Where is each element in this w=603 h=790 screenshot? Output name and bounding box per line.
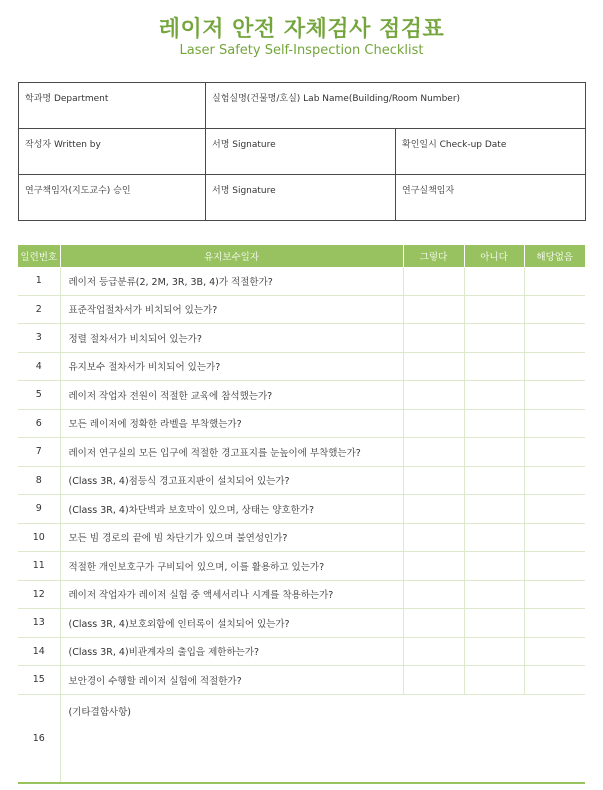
row-number: 6 [18, 409, 60, 438]
table-row [18, 495, 585, 524]
check-item-text: (Class 3R, 4)차단벽과 보호막이 있으며, 상태는 양호한가? [60, 495, 403, 524]
yes-checkbox[interactable] [403, 523, 464, 552]
yes-checkbox[interactable] [403, 666, 464, 695]
lab-name-field[interactable]: 실험실명(건물명/호실) Lab Name(Building/Room Number) [206, 83, 586, 129]
row-number: 16 [18, 694, 60, 783]
row-number: 10 [18, 523, 60, 552]
table-row [18, 552, 585, 581]
row-number: 14 [18, 637, 60, 666]
na-checkbox[interactable] [524, 666, 585, 695]
na-checkbox[interactable] [524, 637, 585, 666]
na-checkbox[interactable] [524, 324, 585, 353]
yes-checkbox[interactable] [403, 637, 464, 666]
table-row [18, 580, 585, 609]
supervisor-signature-field[interactable]: 서명 Signature [206, 175, 396, 221]
check-item-text: (Class 3R, 4)점등식 경고표지판이 설치되어 있는가? [60, 466, 403, 495]
na-checkbox[interactable] [524, 495, 585, 524]
row-number: 5 [18, 381, 60, 410]
check-item-text: (Class 3R, 4)보호외함에 인터록이 설치되어 있는가? [60, 609, 403, 638]
row-number: 9 [18, 495, 60, 524]
row-number: 8 [18, 466, 60, 495]
no-checkbox[interactable] [464, 580, 524, 609]
no-checkbox[interactable] [464, 438, 524, 467]
remarks-row [18, 694, 585, 783]
row-number: 13 [18, 609, 60, 638]
checkup-date-field[interactable]: 확인일시 Check-up Date [396, 129, 586, 175]
check-item-text: 레이저 작업자 전원이 적절한 교육에 참석했는가? [60, 381, 403, 410]
no-checkbox[interactable] [464, 637, 524, 666]
row-number: 2 [18, 295, 60, 324]
na-checkbox[interactable] [524, 267, 585, 295]
page-title: 레이저 안전 자체검사 점검표 [158, 17, 445, 42]
header-number: 일련번호 [18, 245, 60, 267]
no-checkbox[interactable] [464, 495, 524, 524]
table-row [18, 438, 585, 467]
supervisor-approval-field[interactable]: 연구책임자(지도교수) 승인 [19, 175, 206, 221]
yes-checkbox[interactable] [403, 438, 464, 467]
table-row [18, 324, 585, 353]
check-item-text: 레이저 연구실의 모든 입구에 적절한 경고표지를 눈높이에 부착했는가? [60, 438, 403, 467]
header-yes: 그렇다 [403, 245, 464, 267]
no-checkbox[interactable] [464, 324, 524, 353]
row-number: 4 [18, 352, 60, 381]
check-item-text: 유지보수 절차서가 비치되어 있는가? [60, 352, 403, 381]
table-row [18, 267, 585, 295]
na-checkbox[interactable] [524, 552, 585, 581]
check-item-text: 모든 빔 경로의 끝에 빔 차단기가 있으며 불연성인가? [60, 523, 403, 552]
row-number: 1 [18, 267, 60, 295]
yes-checkbox[interactable] [403, 352, 464, 381]
lab-manager-field[interactable]: 연구실책임자 [396, 175, 586, 221]
signature-field[interactable]: 서명 Signature [206, 129, 396, 175]
na-checkbox[interactable] [524, 438, 585, 467]
header-no: 아니다 [464, 245, 524, 267]
check-item-text: 적절한 개인보호구가 구비되어 있으며, 이를 활용하고 있는가? [60, 552, 403, 581]
yes-checkbox[interactable] [403, 267, 464, 295]
yes-checkbox[interactable] [403, 466, 464, 495]
check-item-text: 보안경이 수행할 레이저 실험에 적절한가? [60, 666, 403, 695]
table-row [18, 466, 585, 495]
check-item-text: (Class 3R, 4)비관계자의 출입을 제한하는가? [60, 637, 403, 666]
na-checkbox[interactable] [524, 352, 585, 381]
checklist-table [18, 245, 585, 784]
table-row [18, 666, 585, 695]
na-checkbox[interactable] [524, 381, 585, 410]
check-item-text: 표준작업절차서가 비치되어 있는가? [60, 295, 403, 324]
yes-checkbox[interactable] [403, 495, 464, 524]
na-checkbox[interactable] [524, 523, 585, 552]
header-na: 해당없음 [524, 245, 585, 267]
row-number: 12 [18, 580, 60, 609]
no-checkbox[interactable] [464, 295, 524, 324]
page-subtitle: Laser Safety Self-Inspection Checklist [179, 43, 424, 58]
no-checkbox[interactable] [464, 466, 524, 495]
table-row [18, 523, 585, 552]
check-item-text: 레이저 등급분류(2, 2M, 3R, 3B, 4)가 적절한가? [60, 267, 403, 295]
row-number: 11 [18, 552, 60, 581]
check-item-text: 정렬 절차서가 비치되어 있는가? [60, 324, 403, 353]
row-number: 7 [18, 438, 60, 467]
no-checkbox[interactable] [464, 523, 524, 552]
no-checkbox[interactable] [464, 381, 524, 410]
na-checkbox[interactable] [524, 580, 585, 609]
yes-checkbox[interactable] [403, 580, 464, 609]
check-item-text: 모든 레이저에 정확한 라벨을 부착했는가? [60, 409, 403, 438]
yes-checkbox[interactable] [403, 324, 464, 353]
header-item: 유지보수일자 [60, 245, 403, 267]
yes-checkbox[interactable] [403, 381, 464, 410]
remarks-field[interactable]: (기타결함사항) [60, 694, 585, 783]
written-by-field[interactable]: 작성자 Written by [19, 129, 206, 175]
yes-checkbox[interactable] [403, 609, 464, 638]
table-row [18, 409, 585, 438]
table-row [18, 381, 585, 410]
check-item-text: 레이저 작업자가 레이저 실험 중 액세서리나 시계를 착용하는가? [60, 580, 403, 609]
no-checkbox[interactable] [464, 267, 524, 295]
no-checkbox[interactable] [464, 609, 524, 638]
no-checkbox[interactable] [464, 552, 524, 581]
department-field[interactable]: 학과명 Department [19, 83, 206, 129]
yes-checkbox[interactable] [403, 295, 464, 324]
info-table [18, 82, 586, 221]
no-checkbox[interactable] [464, 352, 524, 381]
table-row [18, 637, 585, 666]
na-checkbox[interactable] [524, 466, 585, 495]
yes-checkbox[interactable] [403, 552, 464, 581]
no-checkbox[interactable] [464, 666, 524, 695]
table-row [18, 295, 585, 324]
row-number: 15 [18, 666, 60, 695]
yes-checkbox[interactable] [403, 409, 464, 438]
na-checkbox[interactable] [524, 409, 585, 438]
table-row [18, 609, 585, 638]
na-checkbox[interactable] [524, 295, 585, 324]
table-row [18, 352, 585, 381]
row-number: 3 [18, 324, 60, 353]
na-checkbox[interactable] [524, 609, 585, 638]
no-checkbox[interactable] [464, 409, 524, 438]
